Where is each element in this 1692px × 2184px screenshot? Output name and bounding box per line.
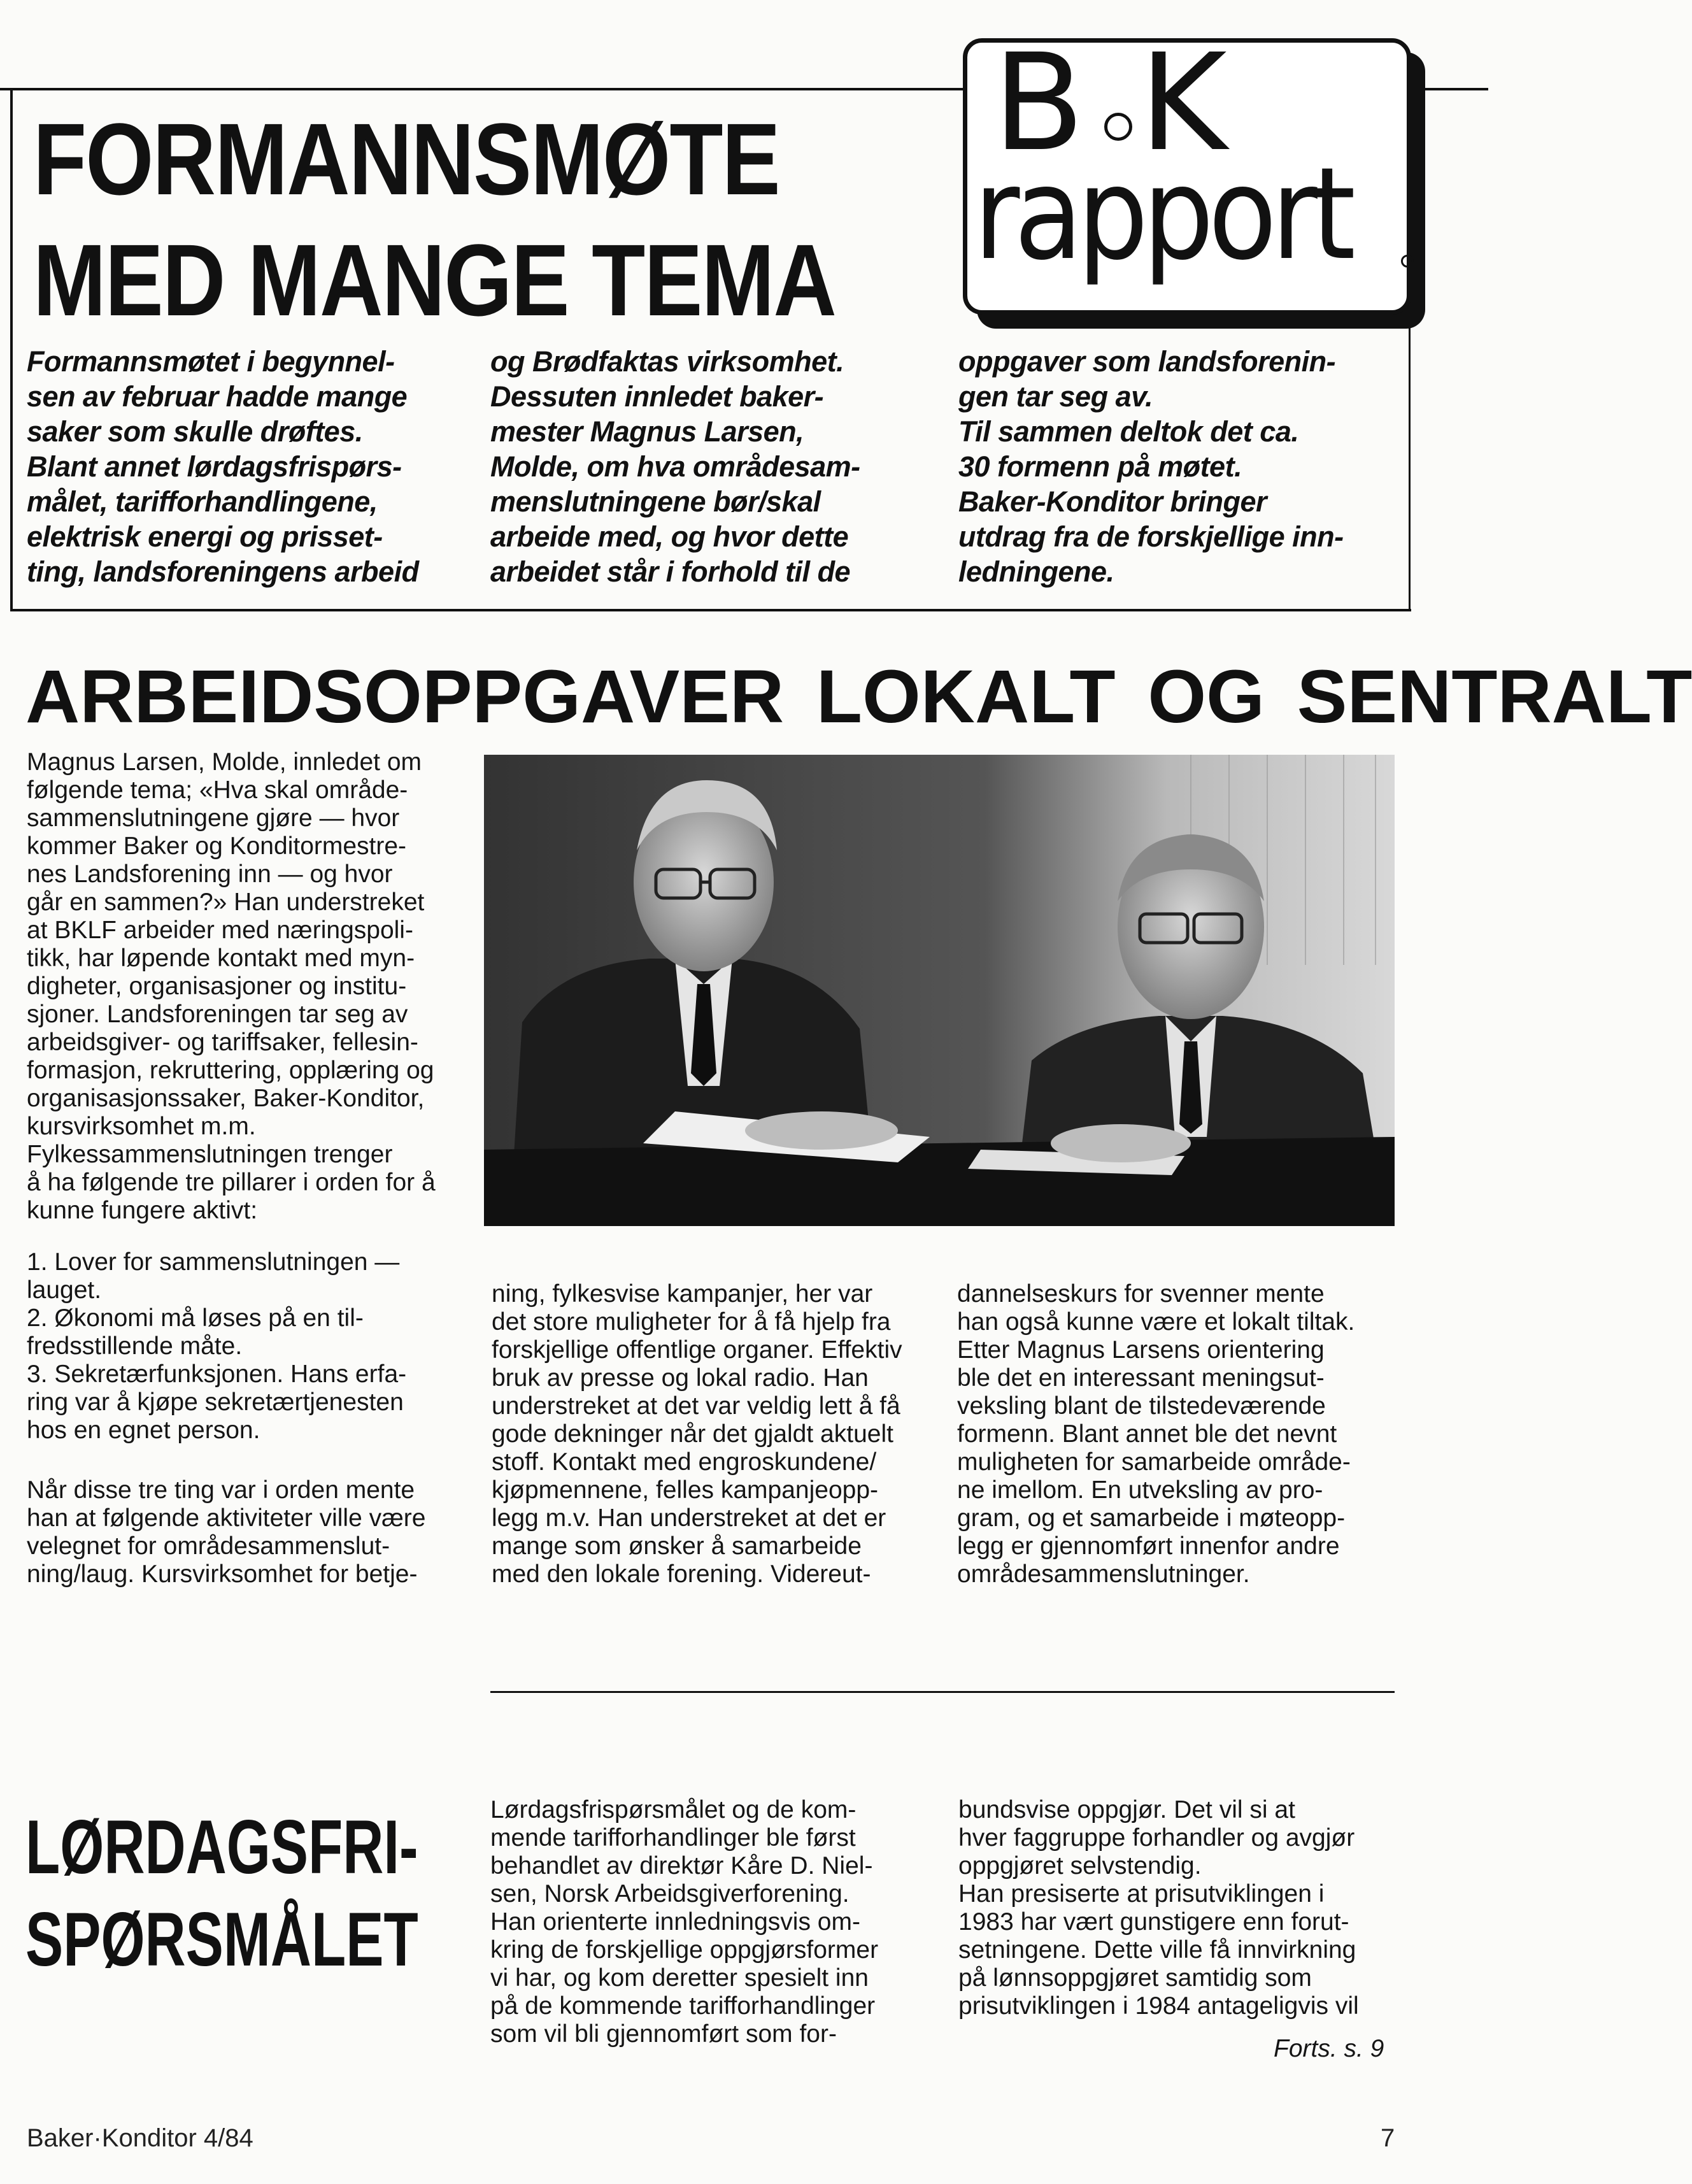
intro-column-3: oppgaver som landsforenin- gen tar seg av. Til sammen deltok det ca. 30 formenn på møtet. Baker-Konditor bringer utdrag fra de forskjellige inn- ledningene. <box>958 345 1344 588</box>
footer-magazine-issue: Baker·Konditor 4/84 <box>27 2124 253 2152</box>
logo-corner-dot-icon <box>1401 255 1414 268</box>
article-column-left-bottom: Når disse tre ting var i orden mente han at følgende aktiviteter ville være velegnet for områdesammenslut- ning/laug. Kursvirksomhet for betje- <box>27 1476 426 1588</box>
logo-letter-b: B <box>993 25 1080 181</box>
continued-note: Forts. s. 9 <box>1274 2035 1384 2062</box>
section-title-lordagsfri-line-1: LØRDAGSFRI- <box>25 1804 418 1890</box>
article-numbered-list: 1. Lover for sammenslutningen — lauget. 2. Økonomi må løses på en til- fredsstillende måte. 3. Sekretærfunksjonen. Hans erfa- ring var å kjøpe sekretærtjenesten hos en egnet person. <box>27 1248 407 1444</box>
logo-rapport: rapport <box>974 140 1351 289</box>
article-column-right: dannelseskurs for svenner mente han også kunne være et lokalt tiltak. Etter Magnus Larsens orientering ble det en interessant meningsut- veksling blant de tilstedeværende formenn. Blant annet ble det nevnt muligheten for samarbeide område- ne imellom. En utveksling av pro- gram, og et samarbeide i møteopp- legg er gjennomført innenfor andre områdesammenslutninger. <box>957 1280 1355 1588</box>
section-title-lordagsfri-line-2: SPØRSMÅLET <box>25 1897 418 1982</box>
top-rule <box>0 88 963 90</box>
intro-column-1: Formannsmøtet i begynnel- sen av februar hadde mange saker som skulle drøftes. Blant annet lørdagsfrispørs- målet, tarifforhandlingene, elektrisk energi og prisset- ting, landsforeningens arbeid <box>27 345 419 588</box>
right-box-rule <box>1409 318 1411 611</box>
top-rule-right <box>1415 88 1488 90</box>
article2-column-right: bundsvise oppgjør. Det vil si at hver faggruppe forhandler og avgjør oppgjøret selvstendig. Han presiserte at prisutviklingen i 1983 har vært gunstigere enn forut- setningene. Dette ville få innvirkning på lønnsoppgjøret samtidig som prisutviklingen i 1984 antageligvis vil <box>958 1796 1359 2020</box>
logo-letter-k: K <box>1139 25 1222 181</box>
logo-dot-icon <box>1104 113 1132 141</box>
section-title-arbeidsoppgaver: ARBEIDSOPPGAVER LOKALT OG SENTRALT <box>25 655 1692 739</box>
left-box-rule <box>10 88 13 610</box>
intro-bottom-rule <box>10 609 1411 611</box>
meeting-photo <box>484 755 1395 1226</box>
article-column-left-top: Magnus Larsen, Molde, innledet om følgende tema; «Hva skal område- sammenslutningene gjøre — hvor kommer Baker og Konditormestre- nes Landsforening inn — og hvor går en sammen?» Han understreket at BKLF arbeider med næringspoli- tikk, har løpende kontakt med myn- digheter, organisasjoner og institu- sjoner. Landsforeningen tar seg av arbeidsgiver- og tariffsaker, fellesin- formasjon, rekruttering, opplæring og organisasjonssaker, Baker-Konditor, kursvirksomhet m.m. Fylkessammenslutningen trenger å ha følgende tre pillarer i orden for å kunne fungere aktivt: <box>27 748 436 1224</box>
bk-rapport-logo <box>963 25 1411 315</box>
headline-line-1: FORMANNSMØTE <box>33 102 779 216</box>
page-number: 7 <box>1381 2124 1395 2152</box>
section-divider <box>490 1691 1395 1693</box>
article-column-middle: ning, fylkesvise kampanjer, her var det store muligheter for å få hjelp fra forskjellige offentlige organer. Effektiv bruk av presse og lokal radio. Han understreket at det var veldig lett å få gode dekninger når det gjaldt aktuelt stoff. Kontakt med engroskundene/ kjøpmennene, felles kampanjeopp- legg m.v. Han understreket at det er mange som ønsker å samarbeide med den lokale forening. Videreut- <box>492 1280 902 1588</box>
headline-line-2: MED MANGE TEMA <box>33 223 836 337</box>
article2-column-middle: Lørdagsfrispørsmålet og de kom- mende tarifforhandlinger ble først behandlet av direktør Kåre D. Niel- sen, Norsk Arbeidsgiverforening. Han orienterte innledningsvis om- kring de forskjellige oppgjørsformer vi har, og kom deretter spesielt inn på de kommende tarifforhandlinger som vil bli gjennomført som for- <box>490 1796 879 2048</box>
intro-column-2: og Brødfaktas virksomhet. Dessuten innledet baker- mester Magnus Larsen, Molde, om hva områdesam- menslutningene bør/skal arbeide med, og hvor dette arbeidet står i forhold til de <box>490 345 860 588</box>
